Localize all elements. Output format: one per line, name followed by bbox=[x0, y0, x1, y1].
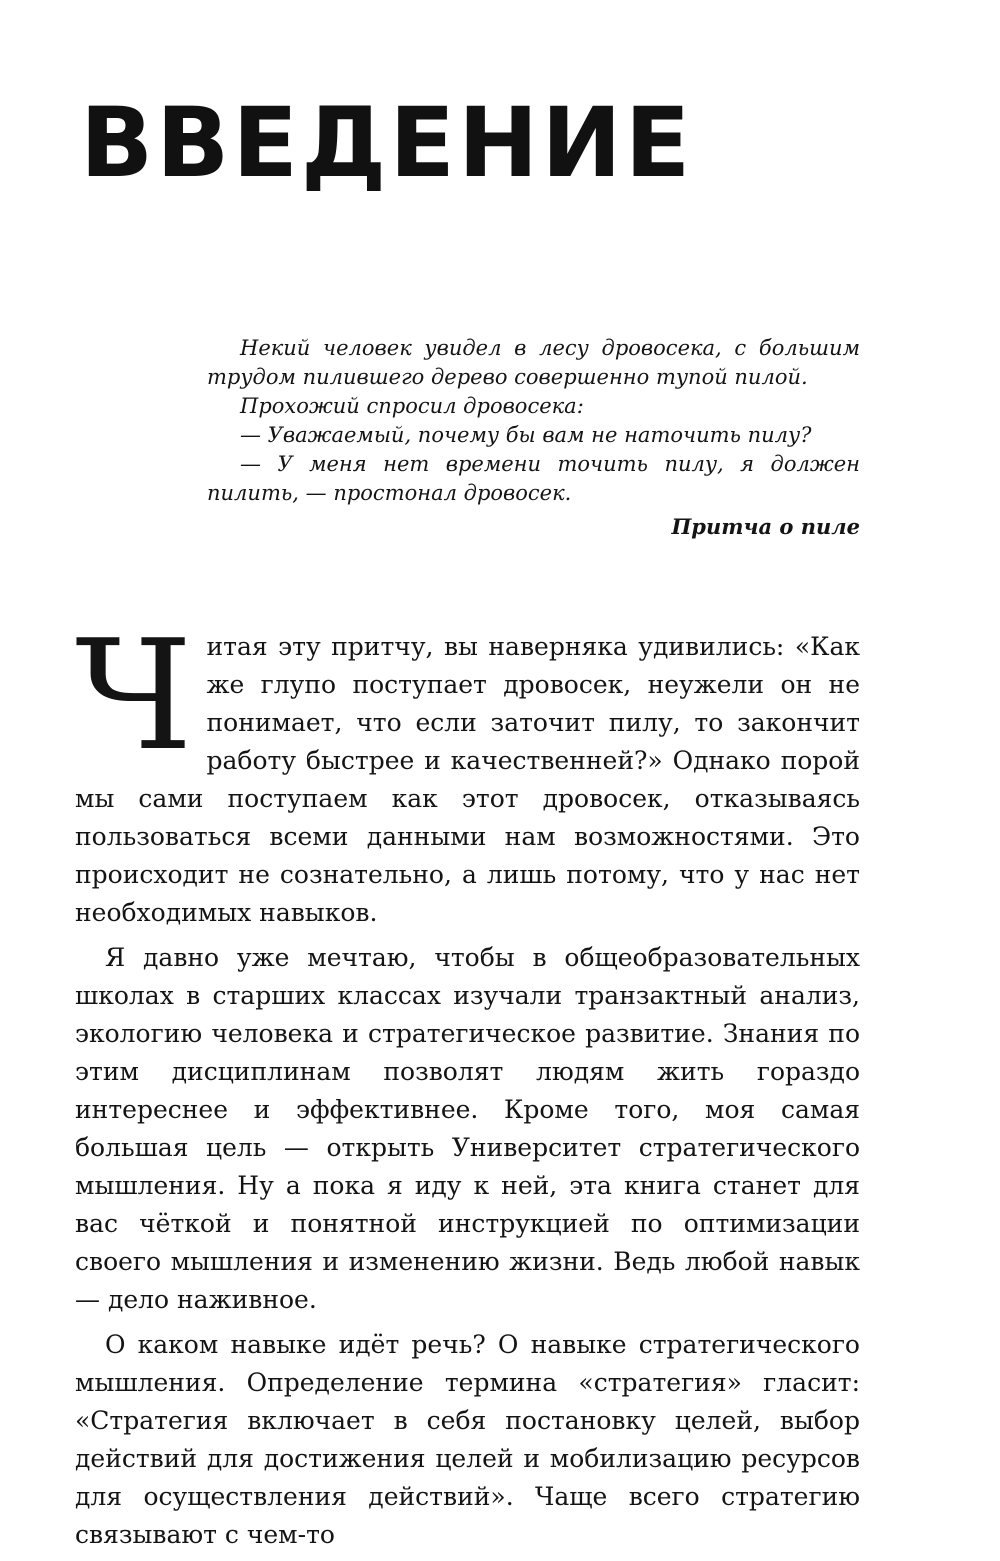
paragraph-text: итая эту притчу, вы наверняка удивились: «Как же глупо поступает дровосек, неужели он не понимает, что если заточит пилу, то закончит работу быстрее и качественней?» Однако порой мы сами поступаем как этот дровосек, отказываясь пользоваться всеми данными нам возможностями. Это происходит не сознательно, а лишь потому, что у нас нет необходимых навыков. bbox=[75, 632, 860, 927]
epigraph-line: Прохожий спросил дровосека: bbox=[240, 394, 584, 418]
paragraph: О каком навыке идёт речь? О навыке стратегического мышления. Определение термина «стратегия» гласит: «Стратегия включает в себя постановку целей, выбор действий для достижения целей и мобилизацию ресурсов для осуществления действий». Чаще всего стратегию связывают с чем-то bbox=[75, 1330, 860, 1549]
epigraph-line: — Уважаемый, почему бы вам не наточить пилу? bbox=[240, 423, 812, 447]
body-text bbox=[75, 607, 860, 1561]
chapter-title: ВВЕДЕНИЕ bbox=[80, 87, 694, 199]
epigraph-line: Некий человек увидел в лесу дровосека, с большим трудом пилившего дерево совершенно тупой пилой. bbox=[207, 336, 860, 389]
paragraph bbox=[75, 607, 860, 932]
drop-cap: Ч bbox=[75, 607, 193, 784]
epigraph-line: — У меня нет времени точить пилу, я должен пилить, — простонал дровосек. bbox=[207, 452, 860, 505]
paragraph: Я давно уже мечтаю, чтобы в общеобразовательных школах в старших классах изучали транзактный анализ, экологию человека и стратегическое развитие. Знания по этим дисциплинам позволят людям жить гораздо интереснее и эффективнее. Кроме того, моя самая большая цель — открыть Университет стратегического мышления. Ну а пока я иду к ней, эта книга станет для вас чёткой и понятной инструкцией по оптимизации своего мышления и изменению жизни. Ведь любой навык — дело наживное. bbox=[75, 943, 860, 1314]
epigraph-attribution: Притча о пиле bbox=[671, 514, 860, 539]
epigraph bbox=[207, 334, 860, 541]
